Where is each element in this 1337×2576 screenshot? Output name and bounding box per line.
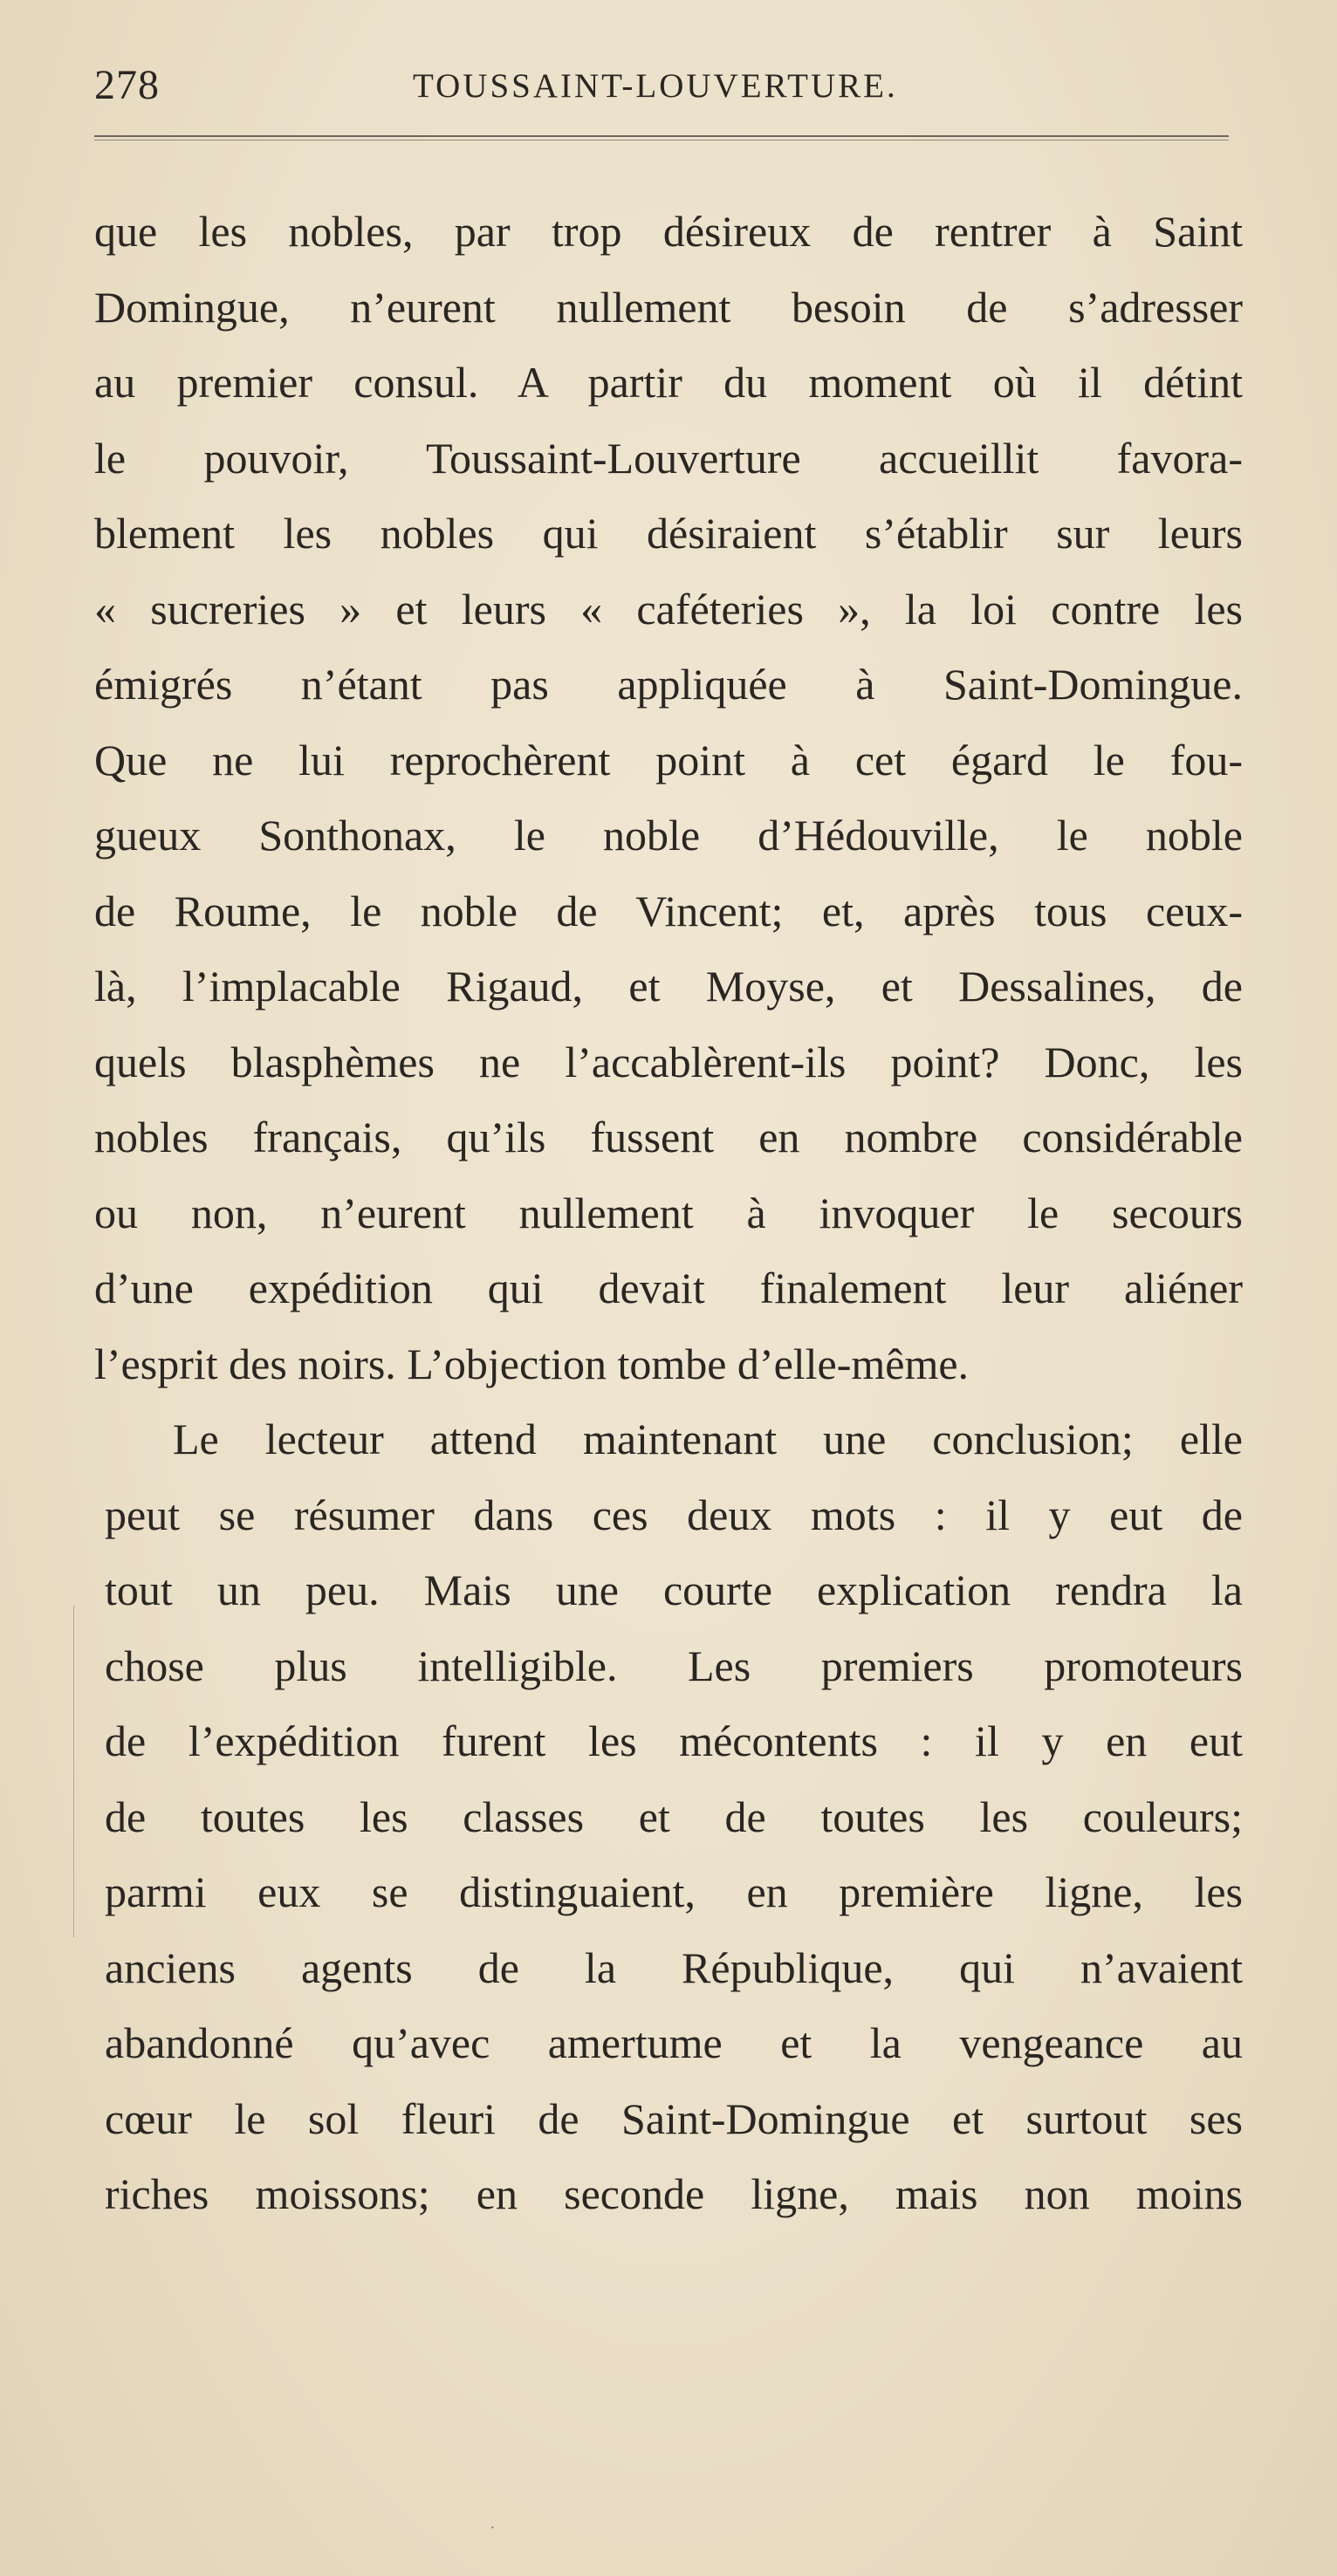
text-line: Que ne lui reprochèrent point à cet égard le fou- [94, 735, 1243, 784]
margin-pencil-mark [73, 1606, 74, 1937]
text-line: de toutes les classes et de toutes les couleurs; [105, 1792, 1243, 1841]
text-line: « sucreries » et leurs « caféteries », la loi contre les [94, 584, 1243, 634]
page-number: 278 [94, 62, 160, 108]
text-line: blement les nobles qui désiraient s’établir sur leurs [94, 509, 1243, 558]
text-line: Le lecteur attend maintenant une conclusion; elle [173, 1415, 1243, 1463]
text-line: de l’expédition furent les mécontents : il y en eut [105, 1716, 1243, 1765]
text-line: abandonné qu’avec amertume et la vengeance au [105, 2018, 1243, 2067]
text-line: là, l’implacable Rigaud, et Moyse, et Dessalines, de [94, 962, 1243, 1011]
text-line: l’esprit des noirs. L’objection tombe d’elle-même. [94, 1339, 970, 1388]
text-line: peut se résumer dans ces deux mots : il y eut de [105, 1490, 1243, 1539]
text-line: d’une expédition qui devait finalement leur aliéner [94, 1264, 1243, 1312]
footer-ink-speck: · [490, 2518, 496, 2538]
text-line: nobles français, qu’ils fussent en nombre considérable [94, 1113, 1243, 1161]
text-line: que les nobles, par trop désireux de rentrer à Saint [94, 207, 1243, 256]
text-line: chose plus intelligible. Les premiers promoteurs [105, 1641, 1243, 1690]
text-line: de Roume, le noble de Vincent; et, après tous ceux- [94, 886, 1243, 935]
body-text [94, 194, 1243, 2232]
text-line: au premier consul. A partir du moment où il détint [94, 358, 1243, 407]
page-header [94, 54, 1229, 115]
text-line: cœur le sol fleuri de Saint-Domingue et surtout ses [105, 2093, 1243, 2143]
text-line: émigrés n’étant pas appliquée à Saint-Domingue. [94, 660, 1243, 709]
text-line: Domingue, n’eurent nullement besoin de s’adresser [94, 282, 1243, 332]
paragraph-1 [94, 194, 1243, 1401]
text-line: parmi eux se distinguaient, en première ligne, les [105, 1867, 1243, 1916]
header-rule [94, 135, 1229, 137]
text-line: anciens agents de la République, qui n’avaient [105, 1942, 1243, 1992]
text-line: le pouvoir, Toussaint-Louverture accueillit favora- [94, 433, 1243, 483]
text-line: gueux Sonthonax, le noble d’Hédouville, le noble [94, 811, 1243, 860]
text-line: riches moissons; en seconde ligne, mais non moins [105, 2169, 1243, 2218]
text-line: tout un peu. Mais une courte explication rendra la [105, 1565, 1243, 1614]
running-title: TOUSSAINT-LOUVERTURE. [413, 67, 898, 105]
text-line: quels blasphèmes ne l’accablèrent-ils point? Donc, les [94, 1037, 1243, 1086]
paragraph-2 [105, 1401, 1243, 2232]
text-line: ou non, n’eurent nullement à invoquer le secours [94, 1188, 1243, 1237]
